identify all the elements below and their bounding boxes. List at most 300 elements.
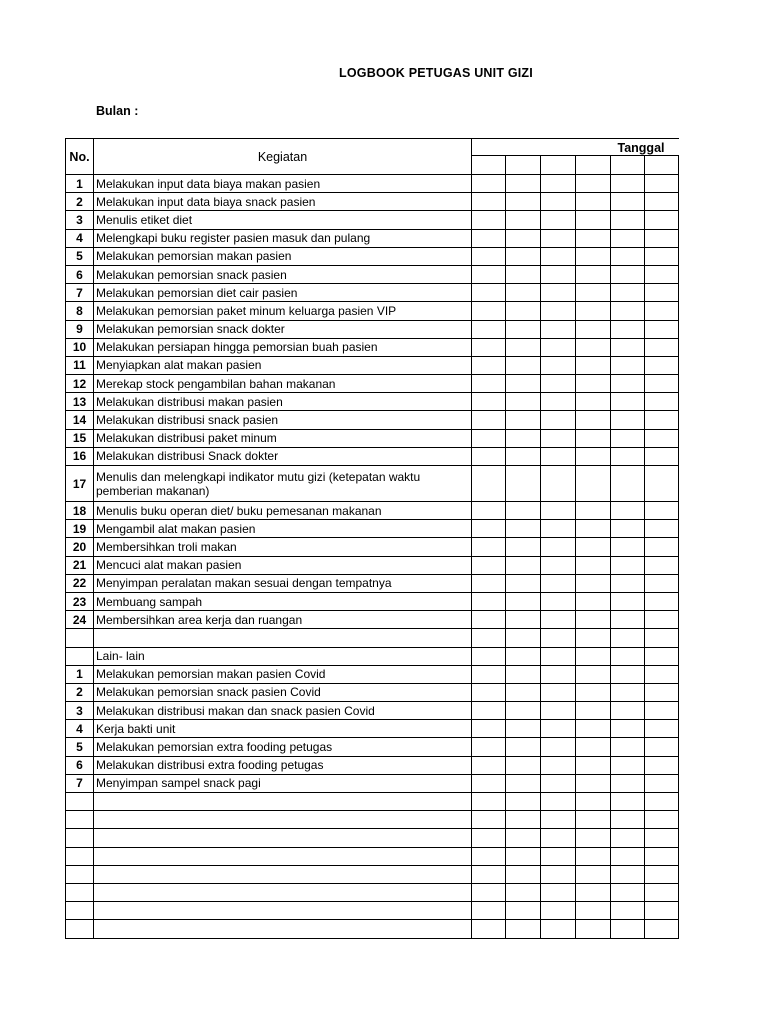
table-row — [66, 211, 679, 229]
date-check-cell[interactable] — [541, 847, 576, 865]
activity-cell: Mencuci alat makan pasien — [94, 556, 472, 574]
activity-cell: Menulis etiket diet — [94, 211, 472, 229]
date-check-cell[interactable] — [645, 338, 679, 356]
date-check-cell[interactable] — [472, 902, 506, 920]
date-check-cell[interactable] — [506, 847, 541, 865]
date-check-cell[interactable] — [541, 320, 576, 338]
date-check-cell[interactable] — [506, 611, 541, 629]
date-check-cell[interactable] — [645, 556, 679, 574]
date-check-cell[interactable] — [611, 284, 645, 302]
date-check-cell[interactable] — [645, 574, 679, 592]
date-check-cell[interactable] — [576, 847, 611, 865]
date-check-cell[interactable] — [611, 229, 645, 247]
date-check-cell[interactable] — [472, 647, 506, 665]
date-check-cell[interactable] — [645, 502, 679, 520]
date-check-cell[interactable] — [472, 756, 506, 774]
date-check-cell[interactable] — [576, 393, 611, 411]
table-row — [66, 447, 679, 465]
date-check-cell[interactable] — [541, 247, 576, 265]
date-check-cell[interactable] — [645, 720, 679, 738]
date-check-cell[interactable] — [645, 265, 679, 283]
date-check-cell[interactable] — [611, 356, 645, 374]
date-header-cell[interactable] — [576, 156, 611, 175]
date-check-cell[interactable] — [611, 665, 645, 683]
date-check-cell[interactable] — [506, 556, 541, 574]
date-check-cell[interactable] — [576, 720, 611, 738]
date-check-cell[interactable] — [611, 702, 645, 720]
date-check-cell[interactable] — [611, 320, 645, 338]
date-check-cell[interactable] — [541, 175, 576, 193]
date-check-cell[interactable] — [506, 902, 541, 920]
table-row — [66, 883, 679, 901]
date-check-cell[interactable] — [576, 920, 611, 938]
row-number: 23 — [66, 592, 94, 610]
date-check-cell[interactable] — [472, 447, 506, 465]
date-check-cell[interactable] — [506, 574, 541, 592]
table-row — [66, 920, 679, 938]
date-check-cell[interactable] — [645, 375, 679, 393]
date-check-cell[interactable] — [472, 720, 506, 738]
date-check-cell[interactable] — [645, 611, 679, 629]
activity-cell: Menyimpan sampel snack pagi — [94, 774, 472, 792]
date-check-cell[interactable] — [576, 647, 611, 665]
date-check-cell[interactable] — [645, 175, 679, 193]
date-check-cell[interactable] — [541, 429, 576, 447]
date-check-cell[interactable] — [472, 665, 506, 683]
date-check-cell[interactable] — [576, 466, 611, 502]
date-check-cell[interactable] — [576, 829, 611, 847]
activity-cell: Melakukan pemorsian diet cair pasien — [94, 284, 472, 302]
date-check-cell[interactable] — [472, 883, 506, 901]
date-check-cell[interactable] — [576, 883, 611, 901]
date-check-cell[interactable] — [645, 247, 679, 265]
date-check-cell[interactable] — [541, 774, 576, 792]
date-check-cell[interactable] — [472, 829, 506, 847]
date-check-cell[interactable] — [472, 466, 506, 502]
date-check-cell[interactable] — [541, 211, 576, 229]
date-check-cell[interactable] — [645, 447, 679, 465]
date-check-cell[interactable] — [472, 175, 506, 193]
date-check-cell[interactable] — [576, 211, 611, 229]
date-check-cell[interactable] — [541, 902, 576, 920]
date-check-cell[interactable] — [576, 229, 611, 247]
row-number: 24 — [66, 611, 94, 629]
date-check-cell[interactable] — [645, 774, 679, 792]
date-check-cell[interactable] — [645, 193, 679, 211]
date-check-cell[interactable] — [576, 411, 611, 429]
date-check-cell[interactable] — [506, 247, 541, 265]
date-check-cell[interactable] — [472, 320, 506, 338]
date-check-cell[interactable] — [472, 284, 506, 302]
row-number: 8 — [66, 302, 94, 320]
date-check-cell[interactable] — [472, 847, 506, 865]
date-check-cell[interactable] — [506, 411, 541, 429]
date-check-cell[interactable] — [541, 756, 576, 774]
date-check-cell[interactable] — [541, 683, 576, 701]
date-check-cell[interactable] — [611, 774, 645, 792]
table-row — [66, 756, 679, 774]
table-row — [66, 847, 679, 865]
date-check-cell[interactable] — [611, 865, 645, 883]
date-check-cell[interactable] — [576, 774, 611, 792]
date-check-cell[interactable] — [611, 574, 645, 592]
date-check-cell[interactable] — [472, 629, 506, 647]
date-check-cell[interactable] — [576, 556, 611, 574]
date-check-cell[interactable] — [506, 883, 541, 901]
date-check-cell[interactable] — [541, 502, 576, 520]
date-check-cell[interactable] — [611, 429, 645, 447]
date-check-cell[interactable] — [506, 629, 541, 647]
activity-cell — [94, 847, 472, 865]
date-check-cell[interactable] — [541, 592, 576, 610]
date-check-cell[interactable] — [645, 829, 679, 847]
date-check-cell[interactable] — [472, 702, 506, 720]
date-check-cell[interactable] — [576, 375, 611, 393]
date-check-cell[interactable] — [541, 883, 576, 901]
date-check-cell[interactable] — [611, 738, 645, 756]
activity-cell: Melakukan pemorsian extra fooding petugas — [94, 738, 472, 756]
date-check-cell[interactable] — [645, 466, 679, 502]
date-check-cell[interactable] — [611, 920, 645, 938]
table-row — [66, 574, 679, 592]
date-check-cell[interactable] — [576, 338, 611, 356]
date-check-cell[interactable] — [472, 375, 506, 393]
date-check-cell[interactable] — [645, 738, 679, 756]
date-check-cell[interactable] — [472, 429, 506, 447]
activity-cell — [94, 629, 472, 647]
row-number: 2 — [66, 683, 94, 701]
date-check-cell[interactable] — [576, 611, 611, 629]
date-check-cell[interactable] — [472, 738, 506, 756]
date-check-cell[interactable] — [506, 811, 541, 829]
date-check-cell[interactable] — [645, 629, 679, 647]
date-check-cell[interactable] — [611, 411, 645, 429]
date-header-cell[interactable] — [472, 156, 506, 175]
activity-cell: Membersihkan area kerja dan ruangan — [94, 611, 472, 629]
date-check-cell[interactable] — [645, 320, 679, 338]
date-header-cell[interactable] — [611, 156, 645, 175]
date-check-cell[interactable] — [611, 265, 645, 283]
date-check-cell[interactable] — [541, 574, 576, 592]
date-check-cell[interactable] — [541, 193, 576, 211]
table-row — [66, 247, 679, 265]
date-check-cell[interactable] — [472, 774, 506, 792]
date-check-cell[interactable] — [506, 592, 541, 610]
date-check-cell[interactable] — [611, 556, 645, 574]
date-check-cell[interactable] — [645, 284, 679, 302]
date-check-cell[interactable] — [611, 520, 645, 538]
date-check-cell[interactable] — [541, 393, 576, 411]
date-check-cell[interactable] — [506, 756, 541, 774]
date-check-cell[interactable] — [541, 229, 576, 247]
date-check-cell[interactable] — [576, 902, 611, 920]
date-check-cell[interactable] — [576, 702, 611, 720]
date-check-cell[interactable] — [576, 865, 611, 883]
date-check-cell[interactable] — [506, 284, 541, 302]
date-check-cell[interactable] — [645, 647, 679, 665]
activity-cell: Melakukan input data biaya snack pasien — [94, 193, 472, 211]
date-check-cell[interactable] — [645, 429, 679, 447]
date-check-cell[interactable] — [611, 302, 645, 320]
date-check-cell[interactable] — [506, 429, 541, 447]
row-number: 2 — [66, 193, 94, 211]
date-check-cell[interactable] — [611, 502, 645, 520]
date-check-cell[interactable] — [506, 466, 541, 502]
date-check-cell[interactable] — [611, 756, 645, 774]
date-check-cell[interactable] — [506, 865, 541, 883]
date-check-cell[interactable] — [506, 538, 541, 556]
date-check-cell[interactable] — [506, 356, 541, 374]
date-check-cell[interactable] — [611, 629, 645, 647]
date-check-cell[interactable] — [576, 520, 611, 538]
date-check-cell[interactable] — [645, 665, 679, 683]
date-check-cell[interactable] — [611, 466, 645, 502]
date-check-cell[interactable] — [576, 502, 611, 520]
date-check-cell[interactable] — [506, 175, 541, 193]
date-check-cell[interactable] — [506, 829, 541, 847]
date-check-cell[interactable] — [645, 793, 679, 811]
date-check-cell[interactable] — [541, 375, 576, 393]
date-check-cell[interactable] — [541, 265, 576, 283]
date-check-cell[interactable] — [472, 265, 506, 283]
date-check-cell[interactable] — [576, 193, 611, 211]
date-check-cell[interactable] — [611, 375, 645, 393]
date-check-cell[interactable] — [611, 829, 645, 847]
activity-cell: Membuang sampah — [94, 592, 472, 610]
date-check-cell[interactable] — [541, 647, 576, 665]
date-check-cell[interactable] — [541, 738, 576, 756]
table-row — [66, 793, 679, 811]
date-check-cell[interactable] — [472, 193, 506, 211]
date-check-cell[interactable] — [472, 683, 506, 701]
date-check-cell[interactable] — [506, 229, 541, 247]
date-check-cell[interactable] — [611, 847, 645, 865]
date-check-cell[interactable] — [576, 356, 611, 374]
date-check-cell[interactable] — [472, 865, 506, 883]
row-number: 4 — [66, 720, 94, 738]
date-check-cell[interactable] — [576, 320, 611, 338]
date-check-cell[interactable] — [472, 574, 506, 592]
date-check-cell[interactable] — [611, 720, 645, 738]
date-check-cell[interactable] — [645, 683, 679, 701]
date-check-cell[interactable] — [506, 338, 541, 356]
activity-cell: Kerja bakti unit — [94, 720, 472, 738]
date-check-cell[interactable] — [645, 393, 679, 411]
date-check-cell[interactable] — [576, 629, 611, 647]
date-check-cell[interactable] — [576, 429, 611, 447]
date-check-cell[interactable] — [645, 902, 679, 920]
date-check-cell[interactable] — [645, 356, 679, 374]
date-check-cell[interactable] — [576, 247, 611, 265]
date-check-cell[interactable] — [611, 247, 645, 265]
date-check-cell[interactable] — [645, 920, 679, 938]
row-number: 15 — [66, 429, 94, 447]
activity-cell: Lain- lain — [94, 647, 472, 665]
date-check-cell[interactable] — [472, 211, 506, 229]
date-check-cell[interactable] — [645, 211, 679, 229]
row-number: 22 — [66, 574, 94, 592]
date-check-cell[interactable] — [541, 665, 576, 683]
date-check-cell[interactable] — [576, 284, 611, 302]
date-check-cell[interactable] — [645, 411, 679, 429]
activity-cell: Melakukan persiapan hingga pemorsian buah pasien — [94, 338, 472, 356]
table-row — [66, 320, 679, 338]
date-check-cell[interactable] — [645, 847, 679, 865]
date-check-cell[interactable] — [472, 411, 506, 429]
date-check-cell[interactable] — [506, 920, 541, 938]
date-check-cell[interactable] — [611, 538, 645, 556]
date-check-cell[interactable] — [645, 229, 679, 247]
date-check-cell[interactable] — [472, 811, 506, 829]
date-check-cell[interactable] — [541, 466, 576, 502]
date-check-cell[interactable] — [576, 738, 611, 756]
date-check-cell[interactable] — [611, 793, 645, 811]
date-check-cell[interactable] — [611, 683, 645, 701]
date-check-cell[interactable] — [506, 211, 541, 229]
date-check-cell[interactable] — [541, 702, 576, 720]
date-check-cell[interactable] — [506, 302, 541, 320]
date-check-cell[interactable] — [611, 211, 645, 229]
table-row — [66, 265, 679, 283]
date-check-cell[interactable] — [506, 375, 541, 393]
date-check-cell[interactable] — [576, 592, 611, 610]
date-check-cell[interactable] — [541, 356, 576, 374]
row-number: 12 — [66, 375, 94, 393]
date-check-cell[interactable] — [645, 592, 679, 610]
date-check-cell[interactable] — [576, 756, 611, 774]
date-check-cell[interactable] — [611, 447, 645, 465]
date-check-cell[interactable] — [645, 702, 679, 720]
row-number: 19 — [66, 520, 94, 538]
date-check-cell[interactable] — [541, 829, 576, 847]
activity-cell — [94, 902, 472, 920]
date-check-cell[interactable] — [541, 793, 576, 811]
date-check-cell[interactable] — [472, 920, 506, 938]
date-check-cell[interactable] — [506, 502, 541, 520]
date-check-cell[interactable] — [472, 356, 506, 374]
activity-cell: Melakukan distribusi makan dan snack pasien Covid — [94, 702, 472, 720]
date-check-cell[interactable] — [611, 193, 645, 211]
table-row — [66, 229, 679, 247]
date-check-cell[interactable] — [576, 811, 611, 829]
date-header-cell[interactable] — [645, 156, 679, 175]
date-check-cell[interactable] — [541, 611, 576, 629]
date-check-cell[interactable] — [541, 865, 576, 883]
date-check-cell[interactable] — [541, 411, 576, 429]
date-check-cell[interactable] — [541, 920, 576, 938]
date-check-cell[interactable] — [541, 811, 576, 829]
date-check-cell[interactable] — [472, 229, 506, 247]
date-check-cell[interactable] — [506, 738, 541, 756]
date-check-cell[interactable] — [506, 393, 541, 411]
date-check-cell[interactable] — [506, 265, 541, 283]
table-row — [66, 429, 679, 447]
date-check-cell[interactable] — [506, 520, 541, 538]
date-check-cell[interactable] — [576, 265, 611, 283]
date-check-cell[interactable] — [541, 447, 576, 465]
date-check-cell[interactable] — [506, 320, 541, 338]
date-check-cell[interactable] — [576, 665, 611, 683]
table-row — [66, 520, 679, 538]
date-check-cell[interactable] — [611, 811, 645, 829]
date-check-cell[interactable] — [506, 720, 541, 738]
date-check-cell[interactable] — [611, 592, 645, 610]
date-check-cell[interactable] — [541, 302, 576, 320]
date-check-cell[interactable] — [645, 302, 679, 320]
table-row — [66, 556, 679, 574]
date-check-cell[interactable] — [506, 702, 541, 720]
date-check-cell[interactable] — [576, 793, 611, 811]
date-check-cell[interactable] — [576, 683, 611, 701]
date-check-cell[interactable] — [611, 883, 645, 901]
date-check-cell[interactable] — [472, 538, 506, 556]
date-check-cell[interactable] — [472, 393, 506, 411]
date-check-cell[interactable] — [611, 338, 645, 356]
date-check-cell[interactable] — [506, 447, 541, 465]
date-check-cell[interactable] — [576, 175, 611, 193]
date-check-cell[interactable] — [472, 302, 506, 320]
date-check-cell[interactable] — [611, 611, 645, 629]
date-check-cell[interactable] — [576, 447, 611, 465]
date-check-cell[interactable] — [472, 247, 506, 265]
date-check-cell[interactable] — [645, 520, 679, 538]
activity-cell: Melakukan pemorsian makan pasien Covid — [94, 665, 472, 683]
date-check-cell[interactable] — [645, 538, 679, 556]
date-check-cell[interactable] — [541, 629, 576, 647]
activity-cell: Melakukan distribusi paket minum — [94, 429, 472, 447]
date-check-cell[interactable] — [472, 502, 506, 520]
date-check-cell[interactable] — [472, 556, 506, 574]
row-number: 3 — [66, 211, 94, 229]
date-check-cell[interactable] — [506, 647, 541, 665]
date-check-cell[interactable] — [506, 774, 541, 792]
date-check-cell[interactable] — [506, 793, 541, 811]
date-check-cell[interactable] — [541, 520, 576, 538]
date-header-cell[interactable] — [506, 156, 541, 175]
date-check-cell[interactable] — [576, 574, 611, 592]
activity-cell: Menulis dan melengkapi indikator mutu gizi (ketepatan waktu pemberian makanan) — [94, 466, 472, 502]
row-number — [66, 811, 94, 829]
date-check-cell[interactable] — [541, 720, 576, 738]
date-check-cell[interactable] — [472, 592, 506, 610]
date-check-cell[interactable] — [506, 193, 541, 211]
date-check-cell[interactable] — [472, 338, 506, 356]
date-check-cell[interactable] — [645, 883, 679, 901]
date-check-cell[interactable] — [611, 175, 645, 193]
activity-cell: Menyiapkan alat makan pasien — [94, 356, 472, 374]
date-header-cell[interactable] — [541, 156, 576, 175]
date-check-cell[interactable] — [541, 556, 576, 574]
date-check-cell[interactable] — [506, 683, 541, 701]
date-check-cell[interactable] — [576, 538, 611, 556]
date-check-cell[interactable] — [611, 902, 645, 920]
date-check-cell[interactable] — [611, 647, 645, 665]
date-check-cell[interactable] — [645, 811, 679, 829]
date-check-cell[interactable] — [472, 611, 506, 629]
date-check-cell[interactable] — [541, 538, 576, 556]
date-check-cell[interactable] — [541, 284, 576, 302]
date-check-cell[interactable] — [472, 793, 506, 811]
date-check-cell[interactable] — [506, 665, 541, 683]
date-check-cell[interactable] — [611, 393, 645, 411]
activity-cell — [94, 920, 472, 938]
date-check-cell[interactable] — [541, 338, 576, 356]
date-check-cell[interactable] — [645, 865, 679, 883]
activity-cell: Melakukan distribusi snack pasien — [94, 411, 472, 429]
date-check-cell[interactable] — [576, 302, 611, 320]
date-check-cell[interactable] — [645, 756, 679, 774]
date-check-cell[interactable] — [472, 520, 506, 538]
